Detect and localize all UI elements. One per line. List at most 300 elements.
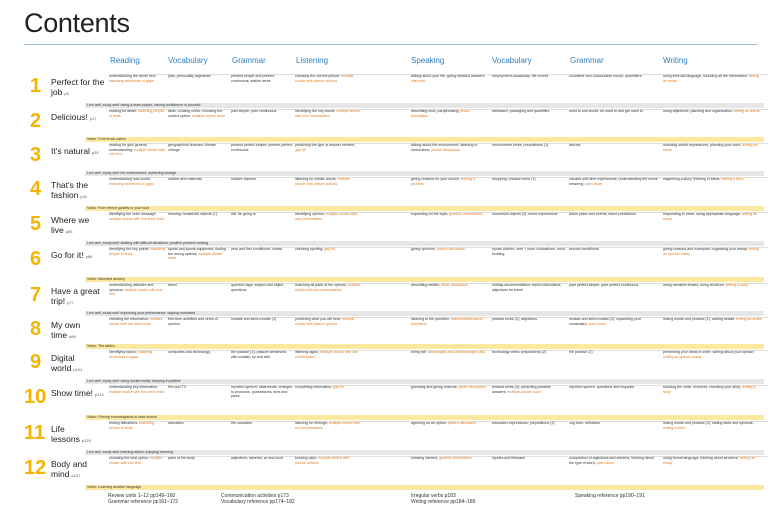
cell-reading bbox=[109, 212, 165, 240]
cell-vocabulary bbox=[168, 421, 228, 449]
unit-title-text: That's the fashion bbox=[51, 180, 89, 200]
column-header-grammar-2: Grammar bbox=[570, 56, 604, 65]
cell-vocabulary-2 bbox=[492, 109, 566, 136]
cell-text: holiday accommodation; travel collocations; adjectives for travel bbox=[492, 283, 562, 292]
cell-listening bbox=[295, 317, 361, 343]
unit-number: 8 bbox=[30, 318, 42, 340]
cell-text: clothes and materials bbox=[168, 177, 202, 181]
cell-text: parts of the body bbox=[168, 456, 195, 460]
cell-text: predicting the type of answer needed; bbox=[295, 143, 355, 147]
cell-text: listening for feelings; bbox=[295, 421, 329, 425]
cell-writing-2 bbox=[663, 177, 763, 205]
cell-grammar bbox=[231, 74, 293, 102]
cell-text: linking words and phrases (2); stating facts and opinions; bbox=[663, 421, 754, 425]
cell-text: technology verbs; prepositions (2) bbox=[492, 350, 546, 354]
cell-speaking-2 bbox=[411, 421, 487, 449]
unit-row bbox=[24, 109, 764, 142]
cell-grammar bbox=[231, 143, 293, 170]
cell-task-highlight: interview bbox=[411, 78, 426, 83]
cell-writing-2 bbox=[663, 421, 763, 449]
cell-text: completing information; bbox=[295, 385, 334, 389]
cell-text: talking about the environment; listening to instructions; bbox=[411, 143, 478, 152]
unit-page-number: p5 bbox=[64, 90, 69, 96]
cell-text: listening again; bbox=[295, 350, 320, 354]
cell-vocabulary bbox=[168, 74, 228, 102]
cell-text: zero and first conditional; unless bbox=[231, 247, 283, 251]
cell-grammar bbox=[231, 456, 293, 484]
cell-task-highlight: writing an opinion essay bbox=[663, 354, 702, 359]
unit-page-number: p125 bbox=[81, 437, 91, 443]
unit-title[interactable] bbox=[51, 216, 106, 236]
unit-number: 5 bbox=[30, 213, 42, 235]
cell-writing-2 bbox=[663, 74, 763, 102]
unit-title-text: Body and mind bbox=[51, 459, 87, 479]
cell-text: employment vocabulary; life events bbox=[492, 74, 549, 78]
cell-task-highlight: matching sentences to gaps bbox=[109, 181, 154, 186]
cell-task-highlight: writing a story bbox=[725, 283, 748, 287]
cell-reading bbox=[109, 421, 165, 449]
cell-grammar bbox=[231, 247, 293, 276]
video-bar: Video: From fleece jackets to your food bbox=[85, 206, 764, 211]
cell-text: listening for similar words; bbox=[295, 177, 338, 181]
cell-reading bbox=[109, 247, 165, 276]
column-header-listening: Listening bbox=[296, 56, 329, 65]
cell-text: understanding how words; bbox=[109, 177, 151, 181]
cell-vocabulary-2 bbox=[492, 143, 566, 170]
cell-grammar-2 bbox=[569, 109, 659, 136]
unit-number: 10 bbox=[24, 386, 47, 408]
cell-text: injuries and illnesses bbox=[492, 456, 526, 460]
cell-writing-2 bbox=[663, 212, 763, 240]
cell-task-highlight: writing an opinion essay bbox=[663, 247, 759, 256]
cell-grammar-2 bbox=[569, 212, 659, 240]
cell-task-highlight: multiple choice with picture options bbox=[295, 177, 350, 186]
video-bar: Video: Food truck nation bbox=[85, 137, 764, 142]
cell-task-highlight: open cloze bbox=[588, 321, 606, 326]
cell-text: adjectives; adverbs; so and such bbox=[231, 456, 284, 460]
reference-link[interactable]: Irregular verbs p183 bbox=[411, 493, 456, 499]
unit-row bbox=[24, 317, 764, 349]
cell-text: identifying topics; bbox=[109, 350, 138, 354]
cell-text: giving reasons and examples; organising your essay; bbox=[663, 247, 749, 251]
cell-vocabulary bbox=[168, 385, 228, 414]
cell-vocabulary-2 bbox=[492, 385, 566, 414]
cell-speaking-2 bbox=[411, 177, 487, 205]
cell-task-highlight: writing a letter bbox=[663, 425, 686, 430]
cell-task-highlight: matching sentences to gaps bbox=[109, 350, 153, 359]
cell-text: giving opinions; bbox=[411, 247, 437, 251]
cell-writing-2 bbox=[663, 247, 763, 276]
cell-task-highlight: general conversation bbox=[449, 212, 483, 216]
cell-text: guessing and giving reasons; bbox=[411, 385, 459, 389]
unit-title-text: Have a great trip! bbox=[51, 286, 100, 306]
reference-link[interactable]: Grammar reference pp161–172 bbox=[108, 499, 179, 505]
cell-text: household objects (2); home expressions bbox=[492, 212, 558, 216]
cell-task-highlight: multiple choice with five short texts bbox=[109, 389, 165, 394]
cell-text: past simple; past continuous bbox=[231, 109, 277, 113]
cell-text: shopping; phrasal verbs (1) bbox=[492, 177, 536, 181]
cell-task-highlight: multiple choice with one text bbox=[109, 456, 163, 465]
cell-text: computers and technology bbox=[168, 350, 211, 354]
cell-grammar-2 bbox=[569, 385, 659, 414]
cell-grammar-2 bbox=[569, 421, 659, 449]
cell-task-highlight: writing an article bbox=[736, 317, 763, 321]
cell-reading bbox=[109, 143, 165, 170]
unit-title-text: Go for it! bbox=[51, 250, 84, 260]
cell-listening bbox=[295, 74, 361, 102]
unit-title[interactable] bbox=[51, 181, 106, 201]
cell-text: used to and would; be used to and get used to bbox=[569, 109, 643, 113]
cell-grammar-2 bbox=[569, 74, 659, 102]
cell-grammar-2 bbox=[569, 177, 659, 205]
cell-text: predicting what you will hear; bbox=[295, 317, 343, 321]
cell-task-highlight: writing a story bbox=[721, 177, 744, 181]
cell-text: reading for gist/ general understanding; bbox=[109, 143, 147, 152]
unit-number: 2 bbox=[30, 110, 42, 132]
unit-title-text: It's natural bbox=[51, 146, 90, 156]
reference-link[interactable]: Speaking reference pp190–191 bbox=[575, 493, 645, 499]
cell-writing-2 bbox=[663, 283, 763, 310]
cell-speaking-2 bbox=[411, 283, 487, 310]
cell-task-highlight: multiple-choice cloze bbox=[191, 113, 226, 118]
unit-title[interactable] bbox=[51, 147, 106, 158]
unit-title[interactable] bbox=[51, 460, 106, 480]
cell-text: using adjectives; planning and organisation; bbox=[663, 109, 734, 113]
cell-text: identifying opinion; bbox=[295, 212, 326, 216]
cell-speaking-2 bbox=[411, 385, 487, 414]
cell-text: jobs; personality adjectives bbox=[168, 74, 211, 78]
cell-text: talking about your life; giving detailed answers; bbox=[411, 74, 486, 78]
cell-grammar-2 bbox=[569, 456, 659, 484]
cell-grammar-2 bbox=[569, 143, 659, 170]
unit-title[interactable] bbox=[51, 389, 106, 400]
cell-text: tableware; packaging and quantities bbox=[492, 109, 550, 113]
unit-title[interactable] bbox=[51, 113, 106, 124]
cell-text: comparison of adjectives and adverbs; thinking about the type of word; bbox=[569, 456, 654, 465]
unit-title-text: Where we live bbox=[51, 215, 90, 235]
video-bar: Video: Learning another language bbox=[85, 485, 764, 490]
cell-text: phrasal verbs (2); adjectives bbox=[492, 317, 537, 321]
cell-text: present perfect simple; present perfect continuous bbox=[231, 143, 293, 152]
cell-writing-2 bbox=[663, 143, 763, 170]
cell-vocabulary-2 bbox=[492, 283, 566, 310]
column-header-reading: Reading bbox=[110, 56, 140, 65]
cell-vocabulary-2 bbox=[492, 212, 566, 240]
video-bar: Video: Mounted archery bbox=[85, 277, 764, 282]
cell-text: education bbox=[168, 421, 184, 425]
cell-vocabulary-2 bbox=[492, 317, 566, 343]
cell-text: showing interest; bbox=[411, 456, 439, 460]
cell-task-highlight: gap fill bbox=[333, 385, 344, 389]
column-header-vocabulary-2: Vocabulary bbox=[492, 56, 532, 65]
cell-task-highlight: matching people to texts bbox=[109, 247, 165, 256]
unit-page-number: p137 bbox=[71, 472, 81, 478]
unit-row bbox=[24, 74, 764, 108]
cell-text: checking the information; bbox=[109, 317, 150, 321]
video-bar: Video: Filming hummingbirds in slow motion bbox=[85, 415, 764, 420]
unit-row bbox=[24, 350, 764, 384]
cell-text: giving reasons for your choice; bbox=[411, 177, 461, 181]
cell-writing-2 bbox=[663, 456, 763, 484]
unit-number: 1 bbox=[30, 75, 42, 97]
cell-speaking-2 bbox=[411, 456, 487, 484]
cell-reading bbox=[109, 317, 165, 343]
cell-text: finding distractors; bbox=[109, 421, 140, 425]
cell-task-highlight: multiple choice with one conversation bbox=[295, 212, 357, 221]
cell-text: choosing the correct picture; bbox=[295, 74, 342, 78]
cell-text: reported speech: statements; changes to pronouns, possessives, time and place bbox=[231, 385, 293, 399]
cell-text: describing food; paraphrasing; bbox=[411, 109, 461, 113]
cell-task-highlight: open cloze bbox=[596, 460, 614, 465]
cell-writing-2 bbox=[663, 385, 763, 414]
cell-text: free-time activities and verbs of opinion bbox=[168, 317, 218, 326]
unit-title-text: Digital world bbox=[51, 353, 75, 373]
unit-title-text: My own time bbox=[51, 320, 81, 340]
cell-task-highlight: multiple choice with one text bbox=[109, 287, 163, 297]
cell-text: reading for detail; bbox=[109, 109, 138, 113]
cell-speaking-2 bbox=[411, 74, 487, 102]
cell-text: phrasal verbs (3); predicting possible answers; bbox=[492, 385, 551, 394]
cell-grammar bbox=[231, 317, 293, 343]
cell-grammar-2 bbox=[569, 350, 659, 378]
cell-text: choosing the best option; bbox=[109, 456, 150, 460]
cell-reading bbox=[109, 74, 165, 102]
unit-page-number: p65 bbox=[85, 254, 93, 259]
live-well-bar: Live well, study well: dealing with difficult situations; positive problem solving bbox=[85, 241, 764, 246]
cell-task-highlight: photo description bbox=[440, 283, 469, 287]
unit-number: 3 bbox=[30, 144, 42, 166]
cell-writing-2 bbox=[663, 350, 763, 378]
cell-reading bbox=[109, 283, 165, 310]
cell-task-highlight: multiple choice with picture options bbox=[295, 456, 350, 465]
unit-title[interactable] bbox=[51, 251, 106, 262]
cell-task-highlight: photo description bbox=[458, 385, 486, 389]
cell-vocabulary-2 bbox=[492, 74, 566, 102]
cell-reading bbox=[109, 109, 165, 136]
cell-text: agreeing on an option; bbox=[411, 421, 448, 425]
cell-task-highlight: multiple choice with five short texts bbox=[109, 317, 163, 326]
cell-task-highlight: matching people to texts bbox=[109, 109, 165, 118]
unit-title[interactable] bbox=[51, 78, 106, 98]
cell-task-highlight: multiple choice with picture options bbox=[295, 317, 355, 326]
cell-task-highlight: matching people to texts bbox=[109, 421, 154, 430]
cell-vocabulary bbox=[168, 143, 228, 170]
cell-task-highlight: multiple choice with picture options bbox=[295, 74, 354, 83]
cell-task-highlight: multiple choice with one conversation bbox=[295, 109, 361, 118]
column-header-writing-2: Writing bbox=[663, 56, 688, 65]
cell-text: listening to the question; bbox=[411, 317, 451, 321]
cell-grammar-2 bbox=[569, 247, 659, 276]
cell-text: education expressions; prepositions (3) bbox=[492, 421, 555, 425]
unit-title[interactable] bbox=[51, 321, 106, 341]
unit-row bbox=[24, 177, 764, 211]
cell-grammar-2 bbox=[569, 317, 659, 343]
cell-task-highlight: stationed/discussion questions bbox=[411, 317, 484, 326]
cell-vocabulary bbox=[168, 109, 228, 136]
cell-task-highlight: picture discussion bbox=[436, 247, 466, 251]
cell-listening bbox=[295, 283, 361, 310]
cell-text: linking words and phrases (1); adding details; bbox=[663, 317, 737, 321]
cell-text: identifying the key words; bbox=[295, 109, 337, 113]
cell-text: including useful expressions; planning your work; bbox=[663, 143, 743, 147]
cell-text: showing the order of events; checking your story; bbox=[663, 385, 743, 389]
cell-vocabulary bbox=[168, 350, 228, 378]
cell-grammar bbox=[231, 421, 293, 449]
cell-reading bbox=[109, 177, 165, 205]
live-well-bar: Live well, study well: improving your performance; staying motivated bbox=[85, 311, 764, 316]
cell-listening bbox=[295, 212, 361, 240]
unit-number: 7 bbox=[30, 284, 42, 306]
reference-column bbox=[411, 493, 475, 505]
cell-text: keeping calm; bbox=[295, 456, 319, 460]
cell-grammar bbox=[231, 109, 293, 136]
cell-task-highlight: picture discussion bbox=[447, 421, 477, 425]
cell-text: modals and semi-modals (1) bbox=[231, 317, 277, 321]
cell-task-highlight: writing a story bbox=[663, 385, 756, 394]
cell-text: film and TV bbox=[168, 385, 187, 389]
cell-listening bbox=[295, 385, 361, 414]
cell-vocabulary-2 bbox=[492, 247, 566, 276]
cell-text: countable and uncountable nouns; quantifiers bbox=[569, 74, 642, 78]
cell-task-highlight: multiple choice with six conversations bbox=[295, 421, 360, 430]
cell-listening bbox=[295, 109, 361, 136]
cell-task-highlight: writing an email bbox=[663, 74, 760, 83]
cell-speaking-2 bbox=[411, 317, 487, 343]
cell-task-highlight: matching sentences to gaps bbox=[109, 78, 154, 83]
live-well-bar: Live well, study well: the environment; achieving change bbox=[85, 171, 764, 176]
cell-text: question tags; subject and object questions bbox=[231, 283, 284, 292]
reference-link[interactable]: Review units 1–12 pp149–160 bbox=[108, 493, 176, 499]
cell-writing-2 bbox=[663, 109, 763, 136]
cell-text: describing details; bbox=[411, 283, 441, 287]
cell-task-highlight: multiple-choice cloze bbox=[507, 389, 541, 394]
cell-text: relative clauses bbox=[231, 177, 256, 181]
cell-grammar bbox=[231, 177, 293, 205]
unit-page-number: p77 bbox=[67, 299, 74, 305]
cell-listening bbox=[295, 177, 361, 205]
cell-text: presenting your ideas in order; writing about your opinion; bbox=[663, 350, 755, 354]
cell-text: identifying the key points; bbox=[109, 247, 151, 251]
reference-column bbox=[108, 493, 178, 505]
cell-text: understanding key information; bbox=[109, 385, 159, 389]
cell-text: sports and sports equipment; finding the wrong options; bbox=[168, 247, 226, 256]
live-well-bar: Live well, study well: learning styles; enjoying learning bbox=[85, 450, 764, 455]
cell-vocabulary bbox=[168, 456, 228, 484]
unit-title-text: Delicious! bbox=[51, 112, 88, 122]
cell-text: the causative bbox=[231, 421, 253, 425]
cell-speaking-2 bbox=[411, 247, 487, 276]
unit-page-number: p101 bbox=[73, 366, 83, 372]
cell-task-highlight: gap fill bbox=[324, 247, 335, 251]
cell-vocabulary bbox=[168, 247, 228, 276]
cell-text: past perfect simple; past perfect continuous bbox=[569, 283, 639, 287]
unit-page-number: p17 bbox=[89, 116, 97, 121]
unit-title[interactable] bbox=[51, 425, 106, 445]
cell-text: travel bbox=[168, 283, 177, 287]
cell-text: will, be going to bbox=[231, 212, 256, 216]
cell-text: the passive (1); passive sentences with modals; by and with bbox=[231, 350, 287, 359]
cell-text: being fair; bbox=[411, 350, 428, 354]
cell-text: present simple and present continuous; stative verbs bbox=[231, 74, 275, 83]
cell-vocabulary-2 bbox=[492, 177, 566, 205]
cell-vocabulary bbox=[168, 283, 228, 310]
live-well-bar: Live well, study well: using social media; keeping it positive bbox=[85, 379, 764, 384]
cell-vocabulary-2 bbox=[492, 456, 566, 484]
cell-vocabulary-2 bbox=[492, 421, 566, 449]
cell-text: understanding the whole text; bbox=[109, 74, 156, 78]
column-header-speaking-2: Speaking bbox=[411, 56, 445, 65]
reference-column bbox=[575, 493, 645, 499]
cell-text: future plans and events; future predictions bbox=[569, 212, 636, 216]
cell-text: using formal language; thinking about structure; bbox=[663, 456, 740, 460]
unit-number: 6 bbox=[30, 248, 42, 270]
cell-grammar bbox=[231, 283, 293, 310]
cell-grammar bbox=[231, 350, 293, 378]
cell-text: understanding attitudes and opinions; bbox=[109, 283, 154, 292]
cell-reading bbox=[109, 350, 165, 378]
unit-page-number: p41 bbox=[80, 193, 88, 199]
video-bar: Video: The tables bbox=[85, 344, 764, 349]
cell-text: expanding on the topic; bbox=[411, 212, 450, 216]
cell-text: using narrative tenses; using structure; bbox=[663, 283, 726, 287]
unit-row bbox=[24, 283, 764, 316]
cell-speaking-2 bbox=[411, 143, 487, 170]
cell-text: second conditional bbox=[569, 247, 599, 251]
cell-text: identifying the main message; bbox=[109, 212, 157, 216]
cell-speaking-2 bbox=[411, 212, 487, 240]
cell-listening bbox=[295, 421, 361, 449]
cell-text: sports clothes; verb + noun collocations; word building bbox=[492, 247, 565, 256]
unit-number: 11 bbox=[24, 422, 46, 444]
unit-title-text: Life lessons bbox=[51, 424, 80, 444]
cell-task-highlight: multiple-choice cloze bbox=[168, 251, 223, 261]
cell-text: matching all parts of the options; bbox=[295, 283, 348, 287]
unit-row bbox=[24, 212, 764, 246]
unit-row bbox=[24, 385, 764, 420]
unit-row bbox=[24, 456, 764, 490]
reference-link[interactable]: Writing reference pp184–189 bbox=[411, 499, 476, 505]
cell-text: -ing form; infinitives bbox=[569, 421, 600, 425]
cell-listening bbox=[295, 350, 361, 378]
page-title: Contents bbox=[24, 8, 130, 38]
cell-listening bbox=[295, 456, 361, 484]
reference-link[interactable]: Vocabulary reference pp174–182 bbox=[221, 499, 295, 505]
unit-number: 12 bbox=[24, 457, 47, 479]
unit-title-text: Perfect for the job bbox=[51, 77, 105, 97]
cell-text: articles bbox=[569, 143, 581, 147]
unit-title[interactable] bbox=[51, 287, 106, 307]
cell-text: reported speech: questions and requests bbox=[569, 385, 635, 389]
cell-text: using informal language; including all the information; bbox=[663, 74, 749, 78]
column-header-grammar: Grammar bbox=[232, 56, 266, 65]
unit-row bbox=[24, 421, 764, 455]
cell-task-highlight: writing an email bbox=[663, 212, 758, 221]
unit-page-number: p53 bbox=[65, 228, 73, 234]
cell-task-highlight: picture discussion bbox=[431, 147, 460, 152]
column-header-vocabulary: Vocabulary bbox=[168, 56, 208, 65]
unit-title[interactable] bbox=[51, 354, 106, 374]
reference-link[interactable]: Communication activities p173 bbox=[221, 493, 289, 499]
unit-page-number: p89 bbox=[69, 333, 76, 339]
cell-vocabulary bbox=[168, 177, 228, 205]
cell-text: the passive (2) bbox=[569, 350, 593, 354]
cell-text: modals and semi-modals (2); expanding your vocabulary; bbox=[569, 317, 641, 326]
cell-task-highlight: writing an email bbox=[663, 143, 758, 152]
cell-vocabulary-2 bbox=[492, 350, 566, 378]
cell-text: organising a story; thinking of ideas; bbox=[663, 177, 722, 181]
unit-title-text: Show time! bbox=[51, 388, 94, 398]
cell-text: geographical features; climate change bbox=[168, 143, 216, 152]
